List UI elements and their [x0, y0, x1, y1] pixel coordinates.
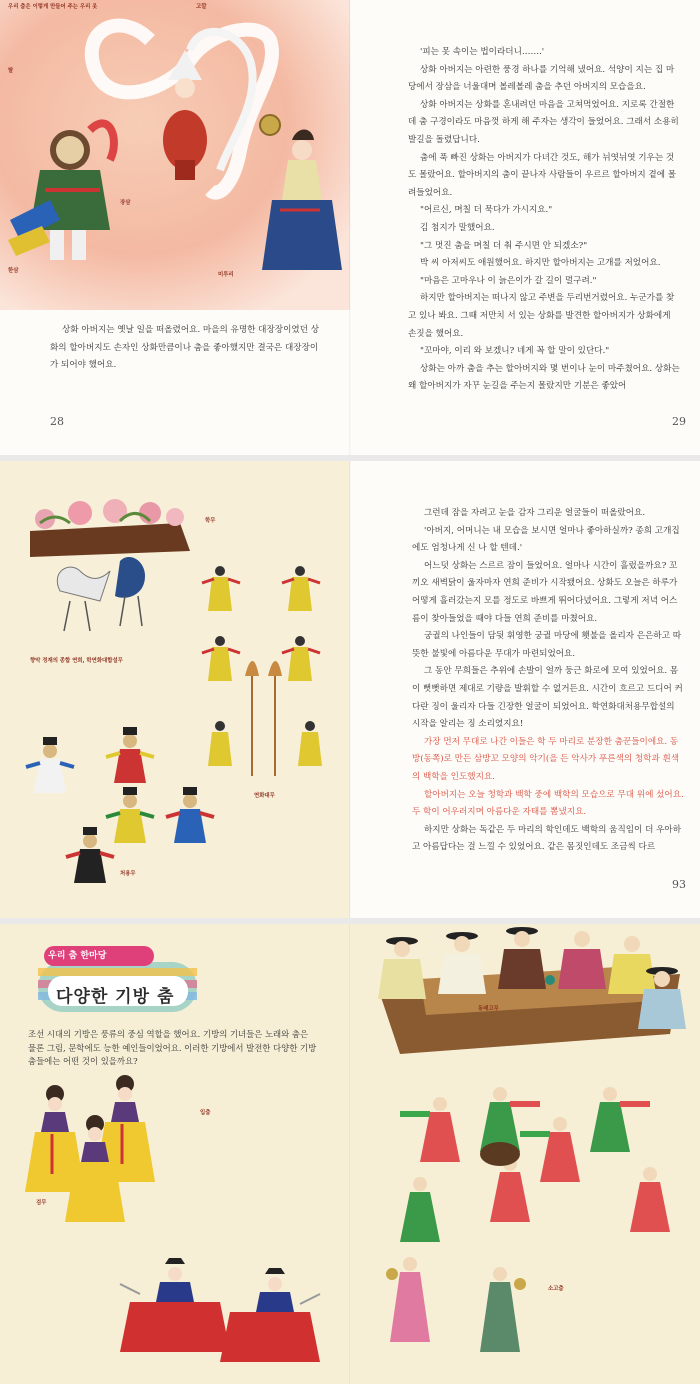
caption-goggal: 고깔 — [196, 4, 207, 10]
page-28 — [0, 0, 350, 455]
caption-hyangak: 향악 정재의 종합 연희, 학연화대합설무 — [30, 658, 123, 664]
caption-sogochum: 소고춤 — [548, 1286, 564, 1292]
caption-hakmu: 학무 — [205, 518, 216, 524]
court-dance-illustration — [0, 461, 350, 918]
paragraph: 상화 아버지는 상화를 혼내려던 마음을 고쳐먹었어요. 지로록 간절한데 춤 구경이라도 마음껏 하게 해 주자는 생각이 들었어요. 그래서 소용히 발길을 돌렸답니다. — [408, 99, 679, 145]
page-gibang-left — [0, 924, 350, 1384]
paragraph: 하지만 할아버지는 떠나지 않고 주변을 두리번거렸어요. 누군가를 찾고 있나 봐요. 그때 저만치 서 있는 상화를 발견한 할아버지가 상화에게 손짓을 했어요. — [408, 293, 675, 339]
caption-cheoyongmu: 처용무 — [120, 871, 136, 877]
highlighted-paragraph: 가장 먼저 무대로 나간 이들은 학 두 마리로 분장한 춤꾼들이에요. 동방(동쪽)로 만든 삼방꼬 모양의 악기(을 든 악사가 푸른색의 청학과 흰색의 백학을 인도했지요. — [412, 736, 680, 782]
caption-main: 우리 춤은 이렇게 만들어 주는 우리 옷 — [8, 4, 98, 10]
caption-hansam: 한삼 — [8, 268, 19, 274]
paragraph: "어르신, 며칠 더 묵다가 가시지요." — [420, 205, 553, 216]
folio-28: 28 — [50, 415, 64, 428]
paragraph: "그 멋진 춤을 며칠 더 춰 주시면 안 되겠소?" — [420, 240, 588, 251]
geommu-dancers — [120, 1258, 320, 1362]
page-92 — [0, 461, 350, 918]
caption-jangsam: 장삼 — [120, 200, 131, 206]
paragraph: 상화는 아까 춤을 추는 할아버지와 몇 번이나 눈이 마주쳤어요. 상화는 왜 할아버지가 자꾸 눈길을 주는지 몰랐지만 기분은 좋았어 — [408, 363, 680, 392]
page-28-body — [50, 322, 320, 375]
page-gibang-right — [350, 924, 700, 1384]
paragraph: 상화 아버지는 아련한 풍경 하나를 기억해 냈어요. 석양이 지는 집 마당에서 장삼을 너울대며 볼레볼레 춤을 추던 아버지의 모습을요. — [408, 64, 675, 93]
paragraph: 그 동안 무희들은 추위에 손발이 얼까 둥근 화로에 모여 있었어요. 몸이 뻣뻣하면 제대로 기량을 발휘할 수 없거든요. 시간이 흐르고 드디어 커다란 징이 울리자 다들 긴장한 얼굴이 되었어요. 학연화대처용무합설의 시작을 알리는 징 소리였지요! — [412, 666, 683, 730]
costume-illustration — [0, 0, 350, 310]
page-93-body — [412, 505, 684, 857]
spread-1 — [0, 0, 700, 455]
page-93 — [350, 461, 700, 918]
paragraph: "마음은 고마우나 이 늙은이가 갈 길이 멀구려." — [420, 275, 597, 286]
gibang-dancers-illustration — [0, 1074, 350, 1384]
spread-2 — [0, 461, 700, 918]
paragraph: 춤에 푹 빠진 상화는 아버지가 다녀간 것도, 해가 뉘엿뉘엿 기우는 것도 몰랐어요. 할아버지의 춤이 끝나자 사람들이 우르르 할아버지 곁에 몰려들었어요. — [408, 152, 677, 198]
title-small: 우리 춤 한마당 — [48, 951, 107, 961]
intro-text: 조선 시대의 기방은 풍류의 중심 역할을 했어요. 기방의 기녀들은 노래와 춤은 물론 그림, 문학에도 능한 예인들이었어요. 이러한 기방에서 발전한 다양한 기방 춤들에는 어떤 것이 있을까요? — [28, 1029, 317, 1067]
paragraph: 박 씨 아저씨도 애원했어요. 하지만 할아버지는 고개를 저었어요. — [420, 258, 661, 269]
paragraph: 어느덧 상화는 스르르 잠이 들었어요. 얼마나 시간이 흘렀을까요? 꼬끼오 새벽닭이 울자마자 연희 준비가 시작됐어요. 상화도 오늘은 하루가 어떻게 흘러갔는지 모를 정도로 바쁘게 뛰어다녔어요. 그렇게 저녁 어스름이 찾아들었을 때야 다들 연희 준비를 마쳤어요. — [412, 560, 678, 624]
highlighted-paragraph: 할아버지는 오늘 청학과 백학 중에 백학의 모습으로 무대 위에 섰어요. 두 학이 어우러지며 아름다운 자태를 뽐냈지요. — [412, 789, 684, 818]
caption-mibukari: 미투리 — [218, 272, 234, 278]
folio-29: 29 — [672, 415, 686, 428]
spread-3 — [0, 924, 700, 1384]
paragraph: 하지만 상화는 독같은 두 마리의 학인데도 백학의 움직임이 더 우아하고 아름답다는 걸 느낄 수 있었어요. 같은 몸짓인데도 조금씩 다르 — [412, 824, 682, 853]
paragraph: 그런데 잠을 자려고 눈을 감자 그리운 얼굴들이 떠올랐어요. — [424, 508, 646, 518]
caption-donggo: 동래고무 — [478, 1006, 499, 1012]
caption-tal: 탈 — [8, 68, 14, 74]
folio-93: 93 — [672, 878, 686, 891]
paragraph: '아버지, 어머니는 내 모습을 보시면 얼마나 좋아하실까? 종희 고개집에도 엄청나게 신 나 할 텐데.' — [412, 525, 680, 554]
paragraph: 김 첨지가 말했어요. — [420, 222, 495, 233]
caption-ipchum: 입춤 — [200, 1110, 211, 1116]
paragraph: "꼬마야, 이리 와 보겠니? 네게 꼭 할 말이 있단다." — [420, 346, 610, 357]
paragraph: 궁궐의 나인들이 담뒷 휘영한 궁궐 마당에 횃불을 올리자 은은하고 따뜻한 불빛에 아름다운 무대가 마련되었어요. — [412, 631, 682, 659]
caption-geommu: 검무 — [36, 1200, 47, 1206]
title-big: 다양한 기방 춤 — [56, 987, 175, 1007]
caption-yeonhwadaemu: 연화대무 — [254, 793, 275, 799]
paragraph: 상화 아버지는 옛날 일을 떠올렸어요. 마을의 유명한 대장장이였던 상화의 할아버지도 손자인 상화만큼이나 춤을 좋아했지만 결국은 대장장이가 되어야 했어요. — [50, 325, 320, 371]
page-29 — [350, 0, 700, 455]
gibang-party-illustration — [350, 924, 700, 1384]
page-29-body — [408, 44, 680, 396]
paragraph: '피는 못 속이는 법이라더니…….' — [420, 47, 545, 57]
